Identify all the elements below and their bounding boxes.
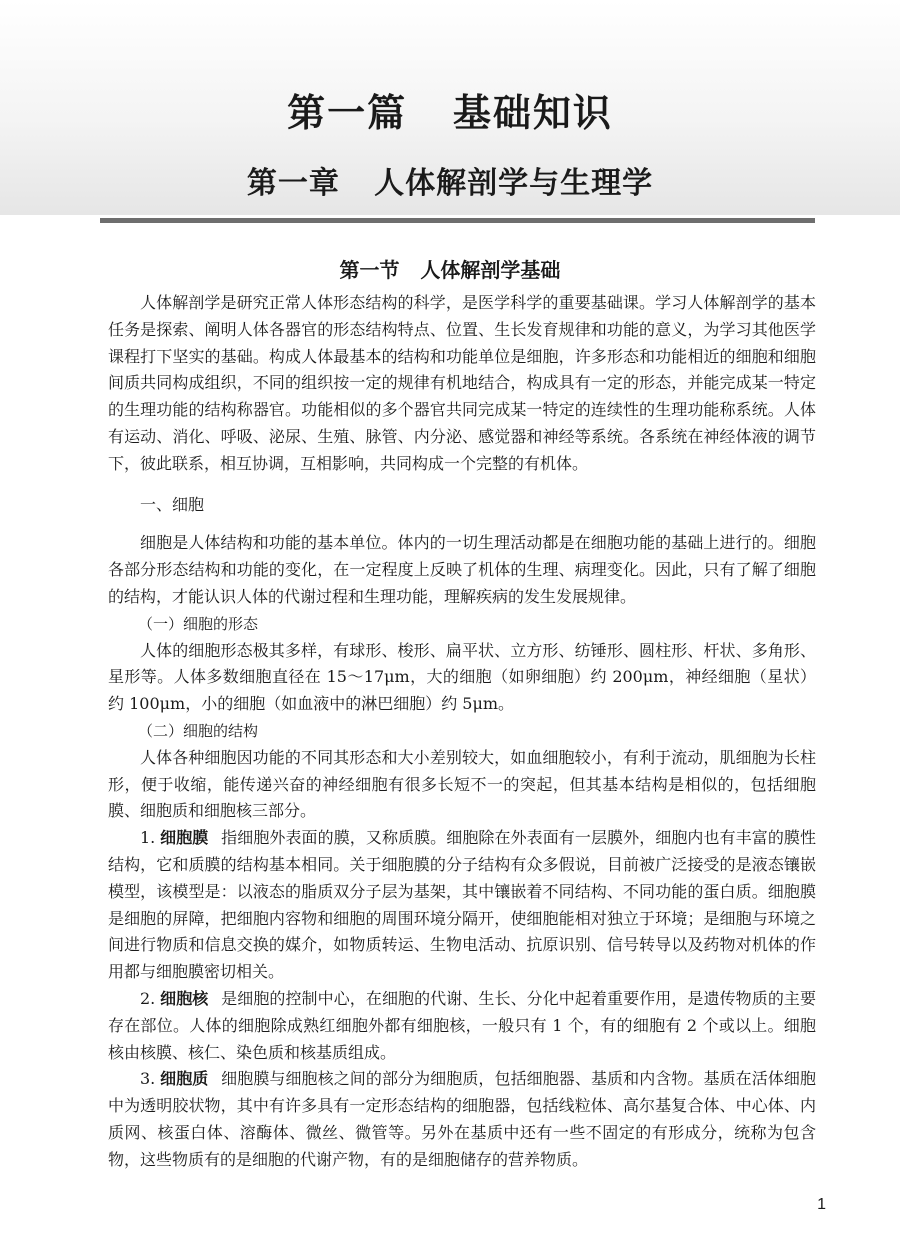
item-cell-membrane bbox=[108, 825, 816, 986]
item-cell-nucleus bbox=[108, 986, 816, 1066]
item-term: 细胞膜 bbox=[160, 828, 209, 848]
header-divider bbox=[100, 218, 815, 223]
heading-cell-morphology: （一）细胞的形态 bbox=[138, 614, 259, 633]
page-number: 1 bbox=[817, 1196, 826, 1213]
item-text: 细胞膜与细胞核之间的部分为细胞质，包括细胞器、基质和内含物。基质在活体细胞中为透明胶状物，其中有许多具有一定形态结构的细胞器，包括线粒体、高尔基复合体、中心体、内质网、核蛋白体、溶酶体、微丝、微管等。另外在基质中还有一些不固定的有形成分，统称为包含物，这些物质有的是细胞的代谢产物，有的是细胞储存的营养物质。 bbox=[108, 1069, 816, 1169]
item-number: 2. bbox=[140, 988, 156, 1008]
item-number: 1. bbox=[140, 828, 156, 848]
item-cytoplasm bbox=[108, 1066, 816, 1173]
main-content bbox=[108, 290, 816, 1174]
structure-paragraph: 人体各种细胞因功能的不同其形态和大小差别较大，如血细胞较小，有利于流动，肌细胞为长柱形，便于收缩，能传递兴奋的神经细胞有很多长短不一的突起，但其基本结构是相似的，包括细胞膜、细胞质和细胞核三部分。 bbox=[108, 747, 816, 821]
item-text: 是细胞的控制中心，在细胞的代谢、生长、分化中起着重要作用，是遗传物质的主要存在部位。人体的细胞除成熟红细胞外都有细胞核，一般只有 1 个，有的细胞有 2 个或以上。细胞核由核膜、核仁、染色质和核基质组成。 bbox=[108, 988, 816, 1062]
intro-paragraph: 人体解剖学是研究正常人体形态结构的科学，是医学科学的重要基础课。学习人体解剖学的基本任务是探索、阐明人体各器官的形态结构特点、位置、生长发育规律和功能的意义，为学习其他医学课程打下坚实的基础。构成人体最基本的结构和功能单位是细胞，许多形态和功能相近的细胞和细胞间质共同构成组织，不同的组织按一定的规律有机地结合，构成具有一定的形态，并能完成某一特定的生理功能的结构称器官。功能相似的多个器官共同完成某一特定的连续性的生理功能称系统。人体有运动、消化、呼吸、泌尿、生殖、脉管、内分泌、感觉器和神经等系统。各系统在神经体液的调节下，彼此联系，相互协调，互相影响，共同构成一个完整的有机体。 bbox=[108, 293, 816, 473]
heading-cell: 一、细胞 bbox=[140, 494, 205, 514]
morphology-paragraph: 人体的细胞形态极其多样，有球形、梭形、扁平状、立方形、纺锤形、圆柱形、杆状、多角形、星形等。人体多数细胞直径在 15～17μm，大的细胞（如卵细胞）约 200μm，神经细胞（星状）约 100μm，小的细胞（如血液中的淋巴细胞）约 5μm。 bbox=[108, 640, 816, 714]
item-term: 细胞质 bbox=[160, 1069, 209, 1089]
item-term: 细胞核 bbox=[160, 988, 209, 1008]
heading-cell-structure: （二）细胞的结构 bbox=[138, 721, 259, 740]
item-text: 指细胞外表面的膜，又称质膜。细胞除在外表面有一层膜外，细胞内也有丰富的膜性结构，它和质膜的结构基本相同。关于细胞膜的分子结构有众多假说，目前被广泛接受的是液态镶嵌模型，该模型是：以液态的脂质双分子层为基架，其中镶嵌着不同结构、不同功能的蛋白质。细胞膜是细胞的屏障，把细胞内容物和细胞的周围环境分隔开，使细胞能相对独立于环境；是细胞与环境之间进行物质和信息交换的媒介，如物质转运、生物电活动、抗原识别、信号转导以及药物对机体的作用都与细胞膜密切相关。 bbox=[108, 828, 816, 982]
cell-paragraph: 细胞是人体结构和功能的基本单位。体内的一切生理活动都是在细胞功能的基础上进行的。细胞各部分形态结构和功能的变化，在一定程度上反映了机体的生理、病理变化。因此，只有了解了细胞的结构，才能认识人体的代谢过程和生理功能，理解疾病的发生发展规律。 bbox=[108, 533, 816, 606]
section-title: 第一节 人体解剖学基础 bbox=[339, 258, 561, 282]
part-title: 第一篇 基础知识 bbox=[287, 91, 613, 135]
item-number: 3. bbox=[140, 1069, 156, 1089]
chapter-title: 第一章 人体解剖学与生理学 bbox=[246, 166, 654, 201]
